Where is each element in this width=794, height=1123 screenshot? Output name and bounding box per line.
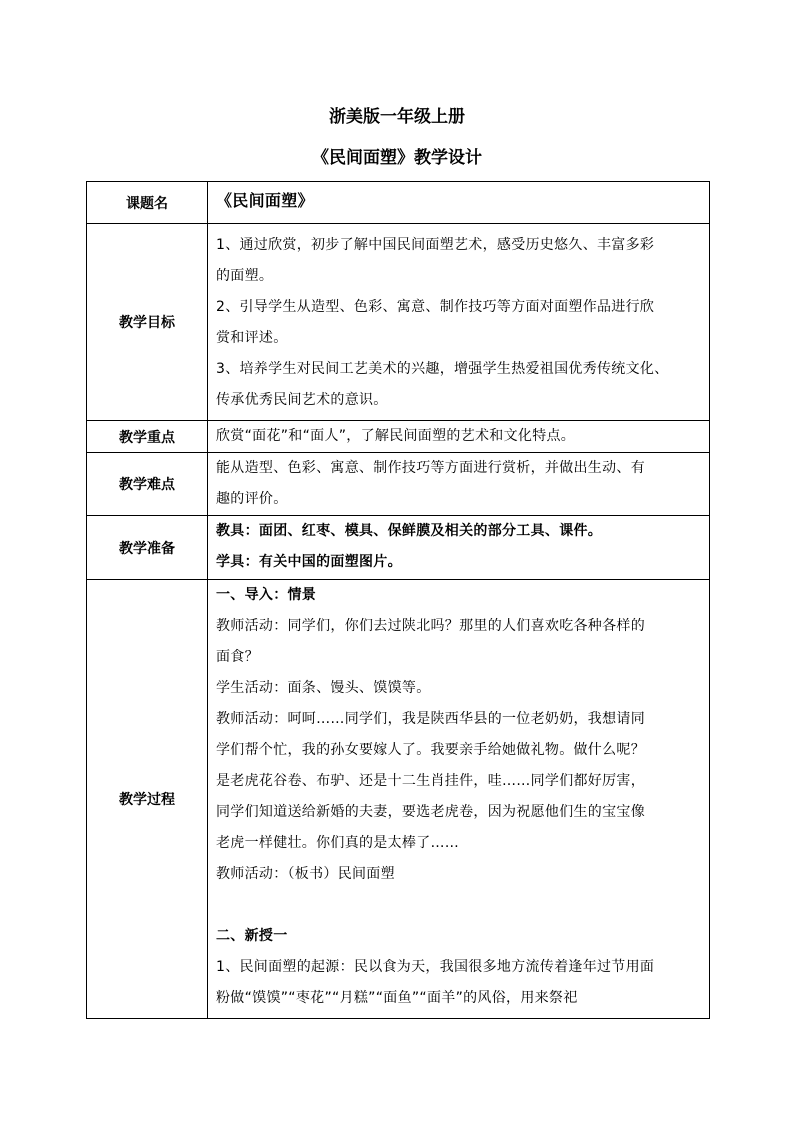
process-line: 教师活动：（板书）民间面塑 xyxy=(216,866,395,882)
process-heading-1: 一、导入：情景 xyxy=(216,587,317,603)
row-key-points xyxy=(87,421,710,453)
label-goals: 教学目标 xyxy=(87,224,208,421)
topic-value: 《民间面塑》 xyxy=(208,182,710,224)
row-difficulties xyxy=(87,453,710,516)
label-difficulties: 教学难点 xyxy=(87,453,208,516)
difficulties-line: 趣的评价。 xyxy=(216,491,288,507)
blank-line xyxy=(216,890,701,921)
process-line: 教师活动：呵呵……同学们，我是陕西华县的一位老奶奶，我想请同 xyxy=(216,711,645,727)
row-preparation xyxy=(87,516,710,580)
label-process: 教学过程 xyxy=(87,580,208,1019)
preparation-line: 学具：有关中国的面塑图片。 xyxy=(216,554,402,570)
process-line: 学生活动：面条、馒头、馍馍等。 xyxy=(216,680,431,696)
process-line: 学们帮个忙，我的孙女要嫁人了。我要亲手给她做礼物。做什么呢？ xyxy=(216,742,645,758)
goals-line: 1、通过欣赏，初步了解中国民间面塑艺术，感受历史悠久、丰富多彩 xyxy=(216,237,655,253)
goals-content xyxy=(208,224,710,421)
goals-line: 3、培养学生对民间工艺美术的兴趣，增强学生热爱祖国优秀传统文化、 xyxy=(216,361,669,377)
goals-line: 赏和评述。 xyxy=(216,330,288,346)
document-title: 浙美版一年级上册 xyxy=(329,107,465,127)
process-line: 1、民间面塑的起源：民以食为天，我国很多地方流传着逢年过节用面 xyxy=(216,959,655,975)
process-line: 同学们知道送给新婚的夫妻，要选老虎卷，因为祝愿他们生的宝宝像 xyxy=(216,804,645,820)
process-line: 教师活动：同学们，你们去过陕北吗？那里的人们喜欢吃各种各样的 xyxy=(216,618,645,634)
preparation-line: 教具：面团、红枣、模具、保鲜膜及相关的部分工具、课件。 xyxy=(216,523,603,539)
row-goals xyxy=(87,224,710,421)
difficulties-line: 能从造型、色彩、寓意、制作技巧等方面进行赏析，并做出生动、有 xyxy=(216,460,645,476)
lesson-plan-table xyxy=(86,181,710,1019)
process-line: 面食？ xyxy=(216,649,259,665)
preparation-content xyxy=(208,516,710,580)
label-topic: 课题名 xyxy=(87,182,208,224)
process-line: 粉做“馍馍”“枣花”“月糕”“面鱼”“面羊”的风俗，用来祭祀 xyxy=(216,990,578,1006)
goals-line: 传承优秀民间艺术的意识。 xyxy=(216,392,388,408)
label-key-points: 教学重点 xyxy=(87,421,208,453)
goals-line: 2、引导学生从造型、色彩、寓意、制作技巧等方面对面塑作品进行欣 xyxy=(216,299,655,315)
label-preparation: 教学准备 xyxy=(87,516,208,580)
goals-line: 的面塑。 xyxy=(216,268,274,284)
document-subtitle: 《民间面塑》教学设计 xyxy=(312,148,482,168)
process-line: 老虎一样健壮。你们真的是太棒了…… xyxy=(216,835,460,851)
process-line: 是老虎花谷卷、布驴、还是十二生肖挂件，哇……同学们都好厉害， xyxy=(216,773,645,789)
key-points-line: 欣赏“面花”和“面人”，了解民间面塑的艺术和文化特点。 xyxy=(216,428,576,444)
process-content xyxy=(208,580,710,1019)
difficulties-content xyxy=(208,453,710,516)
row-process xyxy=(87,580,710,1019)
key-points-content xyxy=(208,421,710,453)
process-heading-2: 二、新授一 xyxy=(216,928,288,944)
row-topic xyxy=(87,182,710,224)
